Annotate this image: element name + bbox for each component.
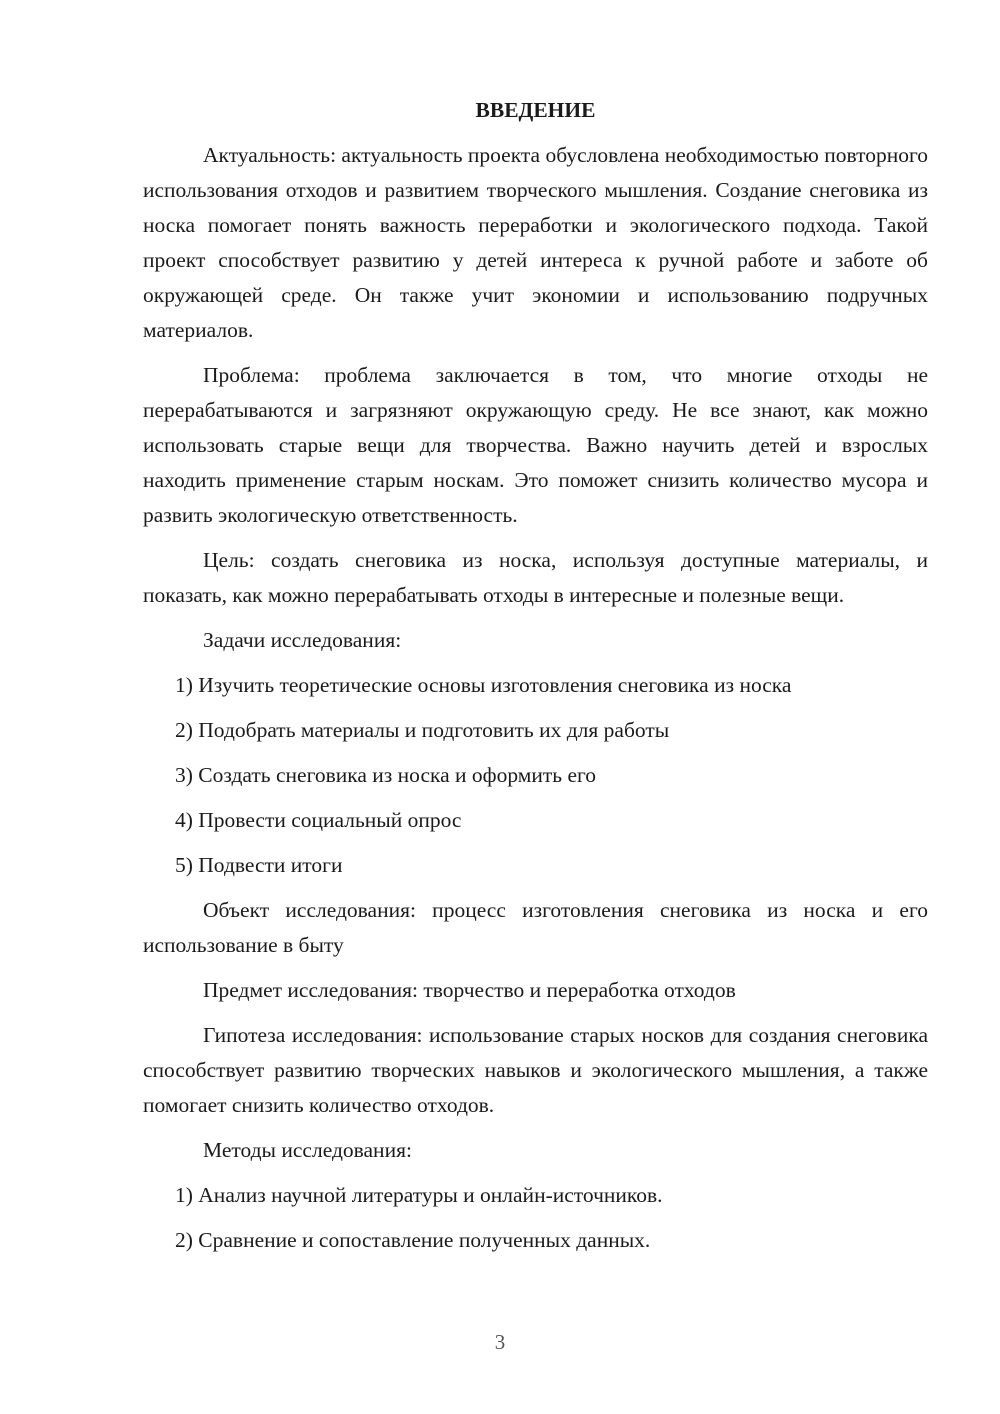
page-title: ВВЕДЕНИЕ xyxy=(475,98,596,122)
tasks-heading: Задачи исследования: xyxy=(203,628,402,652)
list-item: 5) Подвести итоги xyxy=(175,853,343,877)
list-item: 4) Провести социальный опрос xyxy=(175,808,462,832)
tasks-list xyxy=(143,668,928,883)
list-item: 2) Подобрать материалы и подготовить их для работы xyxy=(175,718,670,742)
list-item: 1) Изучить теоретические основы изготовления снеговика из носка xyxy=(175,673,792,697)
problem-paragraph: Проблема: проблема заключается в том, что многие отходы не перерабатываются и загрязняют окружающую среду. Не все знают, как можно использовать старые вещи для творчества. Важно научить детей и взрослых находить применение старым носкам. Это поможет снизить количество мусора и развить экологическую ответственность. xyxy=(143,363,928,527)
relevance-paragraph: Актуальность: актуальность проекта обусловлена необходимостью повторного использования отходов и развитием творческого мышления. Создание снеговика из носка помогает понять важность переработки и экологического подхода. Такой проект способствует развитию у детей интереса к ручной работе и заботе об окружающей среде. Он также учит экономии и использованию подручных материалов. xyxy=(143,143,928,342)
document-page xyxy=(143,93,928,1268)
page-number: 3 xyxy=(494,1330,506,1354)
hypothesis-paragraph: Гипотеза исследования: использование старых носков для создания снеговика способствует развитию творческих навыков и экологического мышления, а также помогает снизить количество отходов. xyxy=(143,1023,928,1117)
subject-paragraph: Предмет исследования: творчество и переработка отходов xyxy=(203,978,736,1002)
methods-heading: Методы исследования: xyxy=(203,1138,412,1162)
list-item: 1) Анализ научной литературы и онлайн-источников. xyxy=(175,1183,663,1207)
goal-paragraph: Цель: создать снеговика из носка, используя доступные материалы, и показать, как можно перерабатывать отходы в интересные и полезные вещи. xyxy=(143,548,928,607)
list-item: 3) Создать снеговика из носка и оформить его xyxy=(175,763,597,787)
methods-list xyxy=(143,1178,928,1258)
object-paragraph: Объект исследования: процесс изготовления снеговика из носка и его использование в быту xyxy=(143,898,928,957)
list-item: 2) Сравнение и сопоставление полученных данных. xyxy=(175,1228,651,1252)
